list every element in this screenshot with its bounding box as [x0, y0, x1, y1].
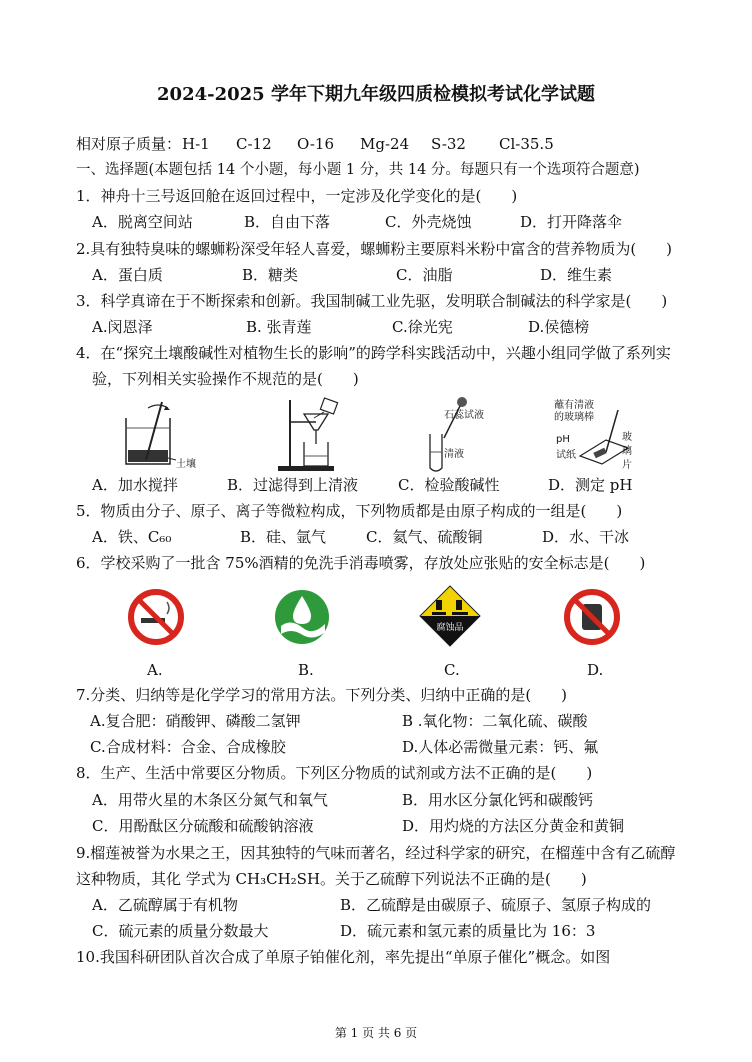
atomic-mass-o: O-16 [297, 135, 335, 153]
q9-stem-line1: 9.榴莲被誉为水果之王，因其独特的气味而著名，经过科学家的研究，在榴莲中含有乙硫醇 [76, 844, 676, 862]
q6-option-d: D. [587, 661, 604, 679]
q5-option-a: A．铁、C₆₀ [92, 528, 172, 546]
q8-stem: 8．生产、生活中常要区分物质。下列区分物质的试剂或方法不正确的是( ) [76, 764, 593, 782]
q3-stem: 3．科学真谛在于不断探索和创新。我国制碱工业先驱，发明联合制碱法的科学家是( ) [76, 292, 668, 310]
rod-label-line2: 的玻璃棒 [554, 412, 594, 423]
q1-stem: 1．神舟十三号返回舱在返回过程中，一定涉及化学变化的是( ) [76, 187, 518, 205]
soil-label: 土壤 [176, 459, 196, 470]
page-footer: 第 1 页 共 6 页 [334, 1026, 418, 1040]
q6-option-c: C. [444, 661, 460, 679]
q9-option-c: C．硫元素的质量分数最大 [92, 922, 269, 940]
glass-label-2: 璃 [622, 446, 632, 457]
q3-option-b: B. 张青莲 [246, 318, 312, 336]
q9-option-b: B．乙硫醇是由碳原子、硫原子、氢原子构成的 [340, 896, 652, 914]
clear-liquid-label: 清液 [444, 449, 464, 460]
q4-stem-line2: 验，下列相关实验操作不规范的是( ) [92, 370, 359, 388]
q1-option-d: D．打开降落伞 [520, 213, 623, 231]
q4-stem-line1: 4．在“探究土壤酸碱性对植物生长的影响”的跨学科实践活动中，兴趣小组同学做了系列实 [76, 344, 671, 362]
q8-option-b: B．用水区分氯化钙和碳酸钙 [402, 791, 594, 809]
water-saving-sign-icon [273, 588, 331, 646]
q2-stem: 2.具有独特臭味的螺蛳粉深受年轻人喜爱，螺蛳粉主要原料米粉中富含的营养物质为( ) [76, 240, 673, 258]
atomic-mass-cl: Cl-35.5 [499, 135, 554, 153]
q7-stem: 7.分类、归纳等是化学学习的常用方法。下列分类、归纳中正确的是( ) [76, 686, 568, 704]
q4-option-b: B．过滤得到上清液 [227, 476, 359, 494]
atomic-mass-label: 相对原子质量： [76, 135, 182, 153]
atomic-mass-h: H-1 [182, 135, 210, 153]
atomic-mass-mg: Mg-24 [360, 135, 410, 153]
ph-paper-label-line2: 试纸 [556, 450, 576, 461]
q7-option-d: D.人体必需微量元素：钙、氟 [402, 738, 599, 756]
no-smoking-sign-icon [127, 588, 185, 646]
q1-option-c: C．外壳烧蚀 [385, 213, 472, 231]
corrosive-sign-icon [418, 584, 482, 648]
q7-option-a: A.复合肥：硝酸钾、磷酸二氢钾 [90, 712, 301, 730]
glass-label-3: 片 [622, 460, 632, 471]
q2-option-b: B．糖类 [242, 266, 299, 284]
q1-option-a: A．脱离空间站 [92, 213, 193, 231]
q2-option-d: D．维生素 [540, 266, 613, 284]
q1-option-b: B．自由下落 [244, 213, 331, 231]
q4-option-c: C．检验酸碱性 [398, 476, 500, 494]
q3-option-d: D.侯德榜 [528, 318, 590, 336]
corrosive-sign-text: 腐蚀品 [436, 623, 464, 633]
ph-paper-label-line1: pH [556, 434, 570, 445]
q4-option-a: A．加水搅拌 [92, 476, 178, 494]
q5-option-b: B．硅、氩气 [240, 528, 327, 546]
q8-option-a: A．用带火星的木条区分氮气和氧气 [92, 791, 328, 809]
q9-option-a: A．乙硫醇属于有机物 [92, 896, 238, 914]
rod-label-line1: 蘸有清液 [554, 400, 594, 411]
litmus-label: 石蕊试液 [444, 410, 484, 421]
q6-stem: 6．学校采购了一批含 75%酒精的免洗手消毒喷雾，存放处应张贴的安全标志是( ) [76, 554, 646, 572]
q6-option-a: A. [147, 661, 163, 679]
q3-option-a: A.闵恩泽 [92, 318, 153, 336]
section-heading: 一、选择题(本题包括 14 个小题，每小题 1 分，共 14 分。每题只有一个选项符合题意) [76, 162, 640, 178]
q4-option-d: D．测定 pH [548, 476, 633, 494]
atomic-mass-c: C-12 [236, 135, 272, 153]
q10-stem: 10.我国科研团队首次合成了单原子铂催化剂，率先提出“单原子催化”概念。如图 [76, 948, 611, 966]
q7-option-c: C.合成材料：合金、合成橡胶 [90, 738, 286, 756]
atomic-mass-s: S-32 [431, 135, 466, 153]
q9-stem-line2: 这种物质，其化 学式为 CH₃CH₂SH。关于乙硫醇下列说法不正确的是( ) [76, 870, 587, 888]
q5-option-d: D．水、干冰 [542, 528, 630, 546]
glass-label-1: 玻 [622, 432, 632, 443]
q9-option-d: D．硫元素和氢元素的质量比为 16：3 [340, 922, 596, 940]
no-fire-sign-icon [563, 588, 621, 646]
q3-option-c: C.徐光宪 [392, 318, 453, 336]
q2-option-a: A．蛋白质 [92, 266, 163, 284]
filtration-apparatus-illustration [274, 396, 346, 474]
q8-option-d: D．用灼烧的方法区分黄金和黄铜 [402, 817, 625, 835]
q7-option-b: B .氧化物：二氧化硫、碳酸 [402, 712, 588, 730]
q2-option-c: C．油脂 [396, 266, 453, 284]
q5-option-c: C．氦气、硫酸铜 [366, 528, 483, 546]
q6-option-b: B. [298, 661, 314, 679]
page-title: 2024-2025 学年下期九年级四质检模拟考试化学试题 [157, 84, 595, 105]
q5-stem: 5．物质由分子、原子、离子等微粒构成，下列物质都是由原子构成的一组是( ) [76, 502, 623, 520]
q8-option-c: C．用酚酞区分硫酸和硫酸钠溶液 [92, 817, 314, 835]
